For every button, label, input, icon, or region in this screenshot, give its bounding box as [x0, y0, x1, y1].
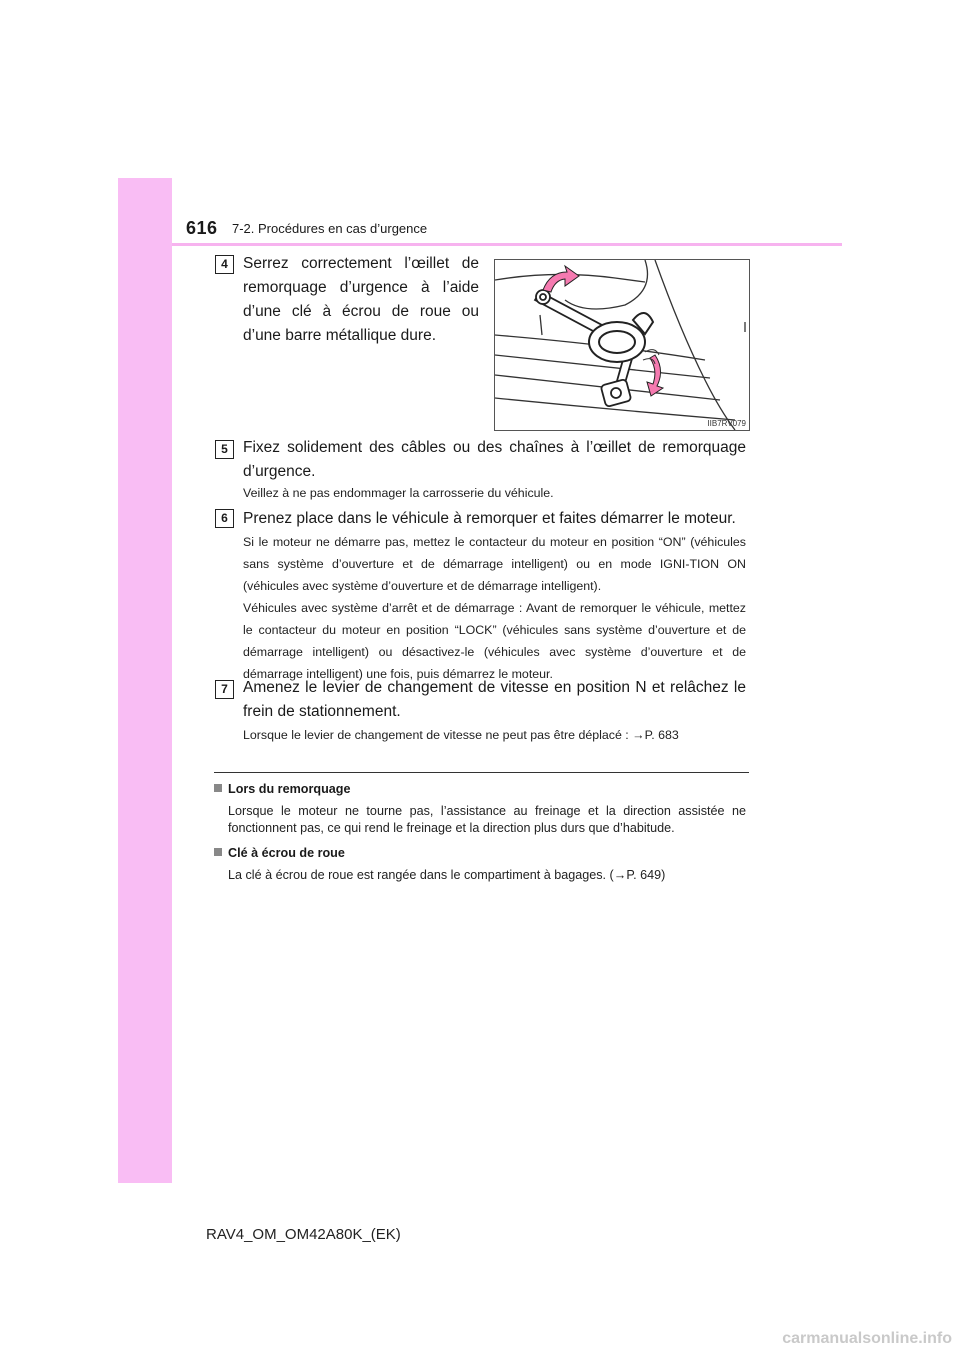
tow-eyelet-figure: [494, 259, 750, 431]
tow-eyelet-illustration: [495, 260, 749, 430]
section-title: 7-2. Procédures en cas d’urgence: [232, 221, 428, 236]
step-number-4: 4: [215, 255, 234, 274]
step-number-5: 5: [215, 440, 234, 459]
step-text-5: Fixez solidement des câbles ou des chaînes à l’œillet de remorquage d’urgence.: [243, 439, 746, 480]
bullet-heading-wrench: Clé à écrou de roue: [214, 846, 345, 860]
footer-code: RAV4_OM_OM42A80K_(EK): [206, 1226, 401, 1243]
step-note-5: Veillez à ne pas endommager la carrosserie du véhicule.: [243, 486, 554, 500]
bullet-square-icon: [214, 784, 222, 792]
bullet-text-wrench: La clé à écrou de roue est rangée dans le compartiment à bagages. (→P. 649): [228, 868, 666, 882]
section-divider: [214, 772, 749, 773]
step-text-4: Serrez correctement l’œillet de remorquage d’urgence à l’aide d’une clé à écrou de roue ou d’une barre métallique dure.: [243, 255, 479, 344]
step-note-6a: Si le moteur ne démarre pas, mettez le contacteur du moteur en position “ON” (véhicules sans système d’ouverture et de démarrage intelligent) ou en mode IGNI-TION ON (véhicules avec système d’ouverture et de démarrage intelligent).: [243, 535, 746, 593]
step-number-7: 7: [215, 680, 234, 699]
bullet-heading-towing: Lors du remorquage: [214, 782, 350, 796]
step-text-7: Amenez le levier de changement de vitesse en position N et relâchez le frein de stationnement.: [243, 679, 746, 720]
side-color-band: [118, 178, 172, 1183]
watermark: carmanualsonline.info: [782, 1330, 952, 1347]
step-number-6: 6: [215, 509, 234, 528]
tow-eyelet-icon: [589, 313, 653, 362]
step-text-6: Prenez place dans le véhicule à remorquer et faites démarrer le moteur.: [243, 510, 736, 527]
step-note-6b: Véhicules avec système d’arrêt et de démarrage : Avant de remorquer le véhicule, mettez le contacteur du moteur en position “LOCK” (véhicules sans système d’ouverture et de démarrage intelligent) ou désactivez-le (véhicules avec système d’ouverture et de démarrage intelligent) une fois, puis démarrez le moteur.: [243, 601, 746, 681]
figure-code: IIB7RV079: [707, 419, 746, 428]
step-note-7: Lorsque le levier de changement de vitesse ne peut pas être déplacé : →P. 683: [243, 728, 679, 742]
header-rule: [172, 243, 842, 246]
bullet-text-towing: Lorsque le moteur ne tourne pas, l’assistance au freinage et la direction assistée ne fonctionnent pas, ce qui rend le freinage et la direction plus durs que d’habitude.: [228, 804, 746, 835]
page-number: 616: [186, 218, 218, 238]
bullet-square-icon: [214, 848, 222, 856]
